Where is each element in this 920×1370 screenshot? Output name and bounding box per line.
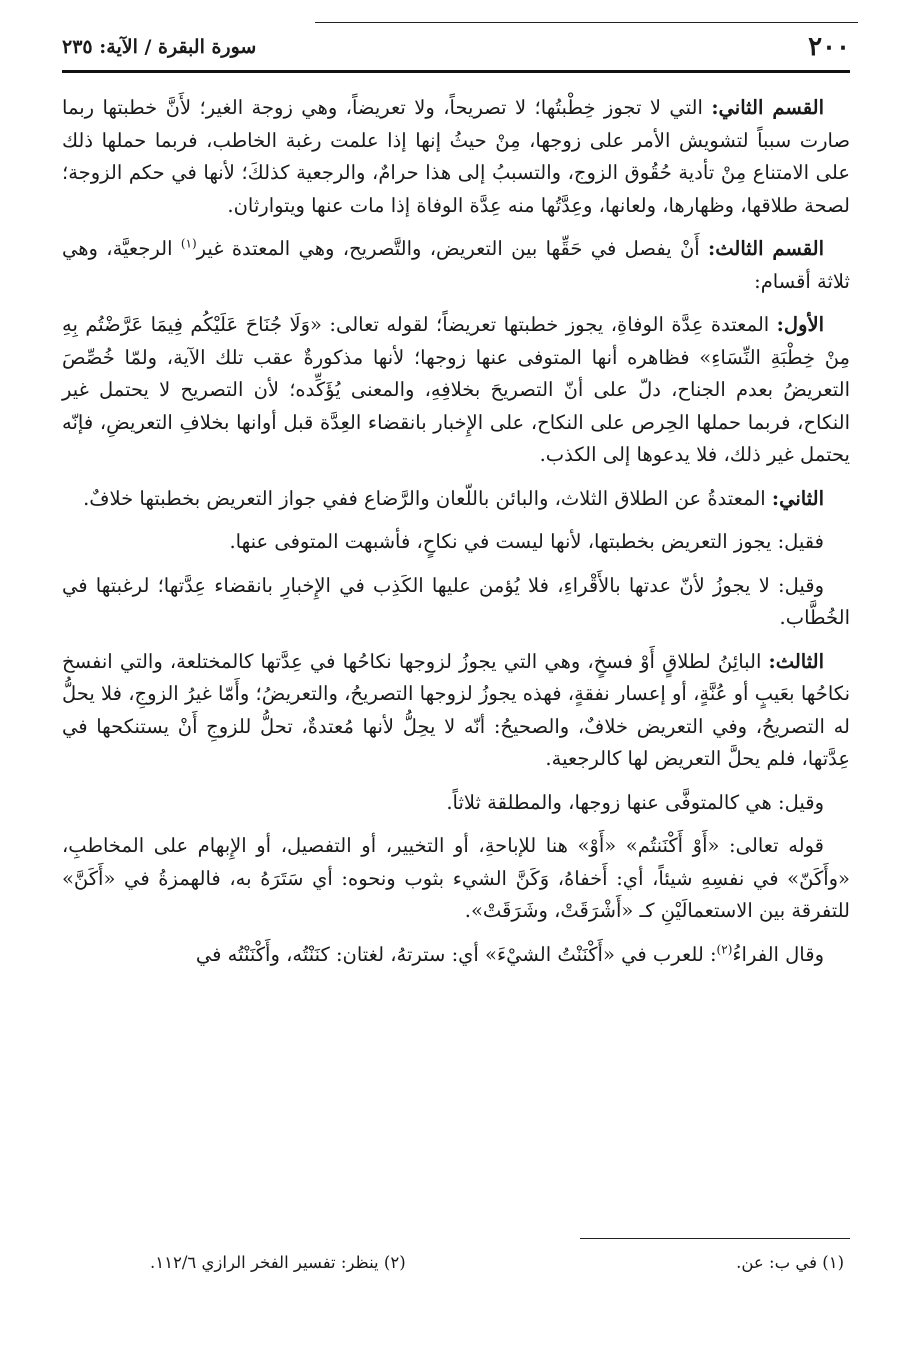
footnote-2: (٢) ينظر: تفسير الفخر الرازي ١١٢/٦. xyxy=(150,1253,406,1272)
footnote-1: (١) في ب: عن. xyxy=(736,1253,844,1272)
section-heading: القسم الثالث: xyxy=(708,237,825,260)
paragraph-text: : للعرب في «أَكْنَنْتُ الشيْءَ» أي: سترتهُ، لغتان: كنَنْتُه، وأَكْنَنْتُه في xyxy=(195,942,717,966)
section-heading: الثالث: xyxy=(768,649,824,673)
paragraph xyxy=(62,787,850,820)
paragraph-text: المعتدة عِدَّة الوفاةِ، يجوز خطبتها تعريضاً؛ لقوله تعالى: «وَلَا جُنَاحَ عَلَيْكُم فِيمَا عَرَّضْتُم بِهِ مِنْ خِطْبَةِ النِّسَاءِ» فظاهره أنها المتوفى عنها زوجها؛ لأنها مذكورةٌ عقب تلك الآية، ولمّا خُصِّصَ التعريضُ بعدم الجناح، دلّ على أنّ التصريحَ بخلافِهِ، والمعنى يُؤَكِّده؛ لأن التصريح لا يحتمل غير النكاح، فربما حملها الحِرص على النكاح، على الإِخبار بانقضاء العِدَّة قبل أوانها بخلافِ التعريضِ، فإنّه يحتمل غير ذلك، فلا يدعوها إلى الكذب. xyxy=(62,313,850,466)
section-heading: الأول: xyxy=(776,313,824,336)
footnote-marker[interactable]: (١) xyxy=(180,236,197,251)
paragraph-text: الرجعيَّة، وهي ثلاثة أقسام: xyxy=(62,237,850,293)
footnote-marker[interactable]: (٢) xyxy=(716,942,733,956)
page-header xyxy=(62,30,850,73)
paragraph-text: قوله تعالى: «أَوْ أَكْنَنتُم» «أَوْ» هنا للإباحةِ، أو التخيير، أو التفصيل، أو الإِبهام على المخاطبِ، «وأَكَنّ» في نفسِهِ شيئاً، أي: أَخفاهُ، وَكَنَّ الشيء بثوب ونحوه: أي سَتَرَهُ به، فالهمزةُ في «أَكَنَّ» للتفرقة بين الاستعمالَيْنِ كـ «أَشْرَقَتْ، وشَرَقَتْ». xyxy=(62,834,850,922)
paragraph xyxy=(62,526,850,559)
paragraph-text: البائِنُ لطلاقٍ أَوْ فسخٍ، وهي التي يجوزُ لزوجها نكاحُها في عِدَّتها كالمختلعة، والتي انفسخ نكاحُها بعَيبٍ أو عُنَّةٍ، أو إعسار نفقةٍ، فهذه يجوزُ لزوجها التصريحُ، والتعريضُ؛ وأَمّا غيرُ الزوجِ، فلا يحلُّ له التصريحُ، وفي التعريض خلافٌ، والصحيحُ: أنّه لا يحِلُّ لأنها مُعتدةٌ، تحلُّ للزوجِ أَنْ يستنكحها في عِدَّتها، فلم يحلَّ التعريض لها كالرجعية. xyxy=(62,649,850,770)
paragraph xyxy=(62,92,850,222)
paragraph-text: وقيل: هي كالمتوفَّى عنها زوجها، والمطلقة ثلاثاً. xyxy=(446,790,824,814)
section-heading: القسم الثاني: xyxy=(711,96,824,119)
paragraph-text: المعتدةُ عن الطلاق الثلاث، والبائن باللّعان والرَّضاع ففي جواز التعريض بخطبتها خلافٌ. xyxy=(83,486,772,510)
footnote-divider xyxy=(580,1238,850,1239)
paragraph-text: أَنْ يفصل في حَقِّها بين التعريض، والتَّصريح، وهي المعتدة غير xyxy=(196,237,709,260)
paragraph xyxy=(62,646,850,776)
paragraph-text: فقيل: يجوز التعريض بخطبتها، لأنها ليست في نكاحٍ، فأشبهت المتوفى عنها. xyxy=(229,530,824,553)
running-title: سورة البقرة / الآية: ٢٣٥ xyxy=(62,36,257,58)
section-heading: الثاني: xyxy=(771,486,824,510)
paragraph xyxy=(62,939,850,972)
paragraph xyxy=(62,233,850,298)
paragraph xyxy=(62,830,850,928)
paragraph-text: التي لا تجوز خِطْبتُها؛ لا تصريحاً، ولا تعريضاً، وهي زوجة الغير؛ لأَنَّ خطبتها ربما صارت سبباً لتشويش الأمر على زوجها، مِنْ حيثُ إنها إذا علمت رغبة الخاطب، فربما حملها ذلك على الامتناع مِنْ تأدية حُقُوق الزوج، والتسببُ إلى هذا حرامٌ، والرجعية كذلكَ؛ لأنها في حكم الزوجة؛ لصحة طلاقها، وظهارها، ولعانها، وعِدَّتُها منه عِدَّة الوفاة إذا مات عنها ويتوارثان. xyxy=(62,96,850,217)
paragraph xyxy=(62,570,850,635)
page-number: ٢٠٠ xyxy=(808,32,850,62)
paragraph xyxy=(62,309,850,472)
paragraph-text: وقيل: لا يجوزُ لأنّ عدتها بالأَقْراءِ، فلا يُؤمن عليها الكَذِب في الإِخبارِ بانقضاء عِدَّتها؛ لرغبتها في الخُطَّاب. xyxy=(62,573,850,629)
paragraph-text: وقال الفراءُ xyxy=(732,942,824,966)
page-body xyxy=(62,92,850,982)
header-rule xyxy=(315,22,858,23)
paragraph xyxy=(62,483,850,516)
